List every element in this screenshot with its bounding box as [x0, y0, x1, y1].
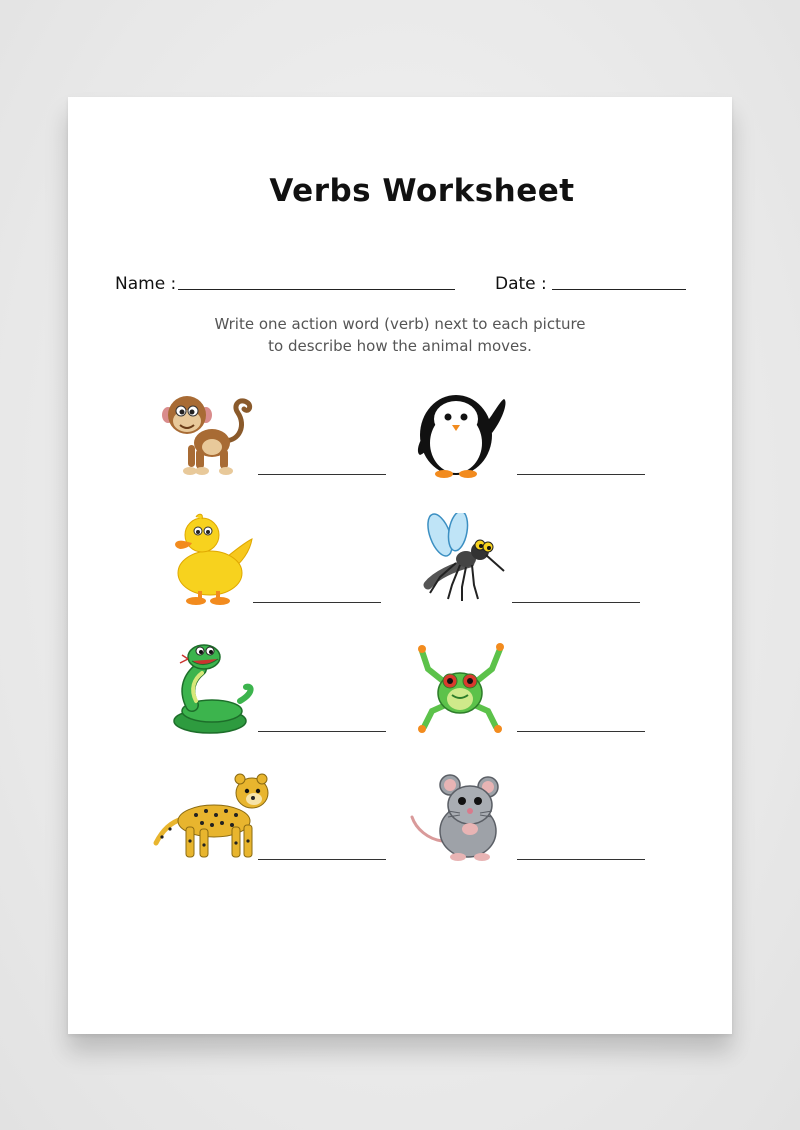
answer-line-duck[interactable] — [253, 602, 381, 603]
mosquito-icon — [420, 513, 506, 605]
snake-icon — [170, 641, 254, 735]
date-field[interactable] — [552, 289, 686, 290]
frog-icon — [414, 641, 506, 735]
answer-line-frog[interactable] — [517, 731, 645, 732]
instructions-line-1: Write one action word (verb) next to each picture — [214, 315, 586, 333]
answer-line-snake[interactable] — [258, 731, 386, 732]
worksheet-page — [68, 97, 732, 1034]
answer-line-monkey[interactable] — [258, 474, 386, 475]
date-label: Date : — [495, 274, 547, 294]
worksheet-title: Verbs Worksheet — [269, 173, 575, 209]
instructions-line-2: to describe how the animal moves. — [268, 337, 532, 355]
answer-line-mosquito[interactable] — [512, 602, 640, 603]
answer-line-penguin[interactable] — [517, 474, 645, 475]
mouse-icon — [408, 769, 514, 863]
penguin-icon — [408, 383, 512, 479]
monkey-icon — [160, 385, 256, 477]
answer-line-cheetah[interactable] — [258, 859, 386, 860]
answer-line-mouse[interactable] — [517, 859, 645, 860]
cheetah-icon — [152, 769, 272, 863]
name-field[interactable] — [178, 289, 455, 290]
name-label: Name : — [115, 274, 177, 294]
instructions — [68, 313, 732, 357]
duck-icon — [170, 511, 256, 605]
